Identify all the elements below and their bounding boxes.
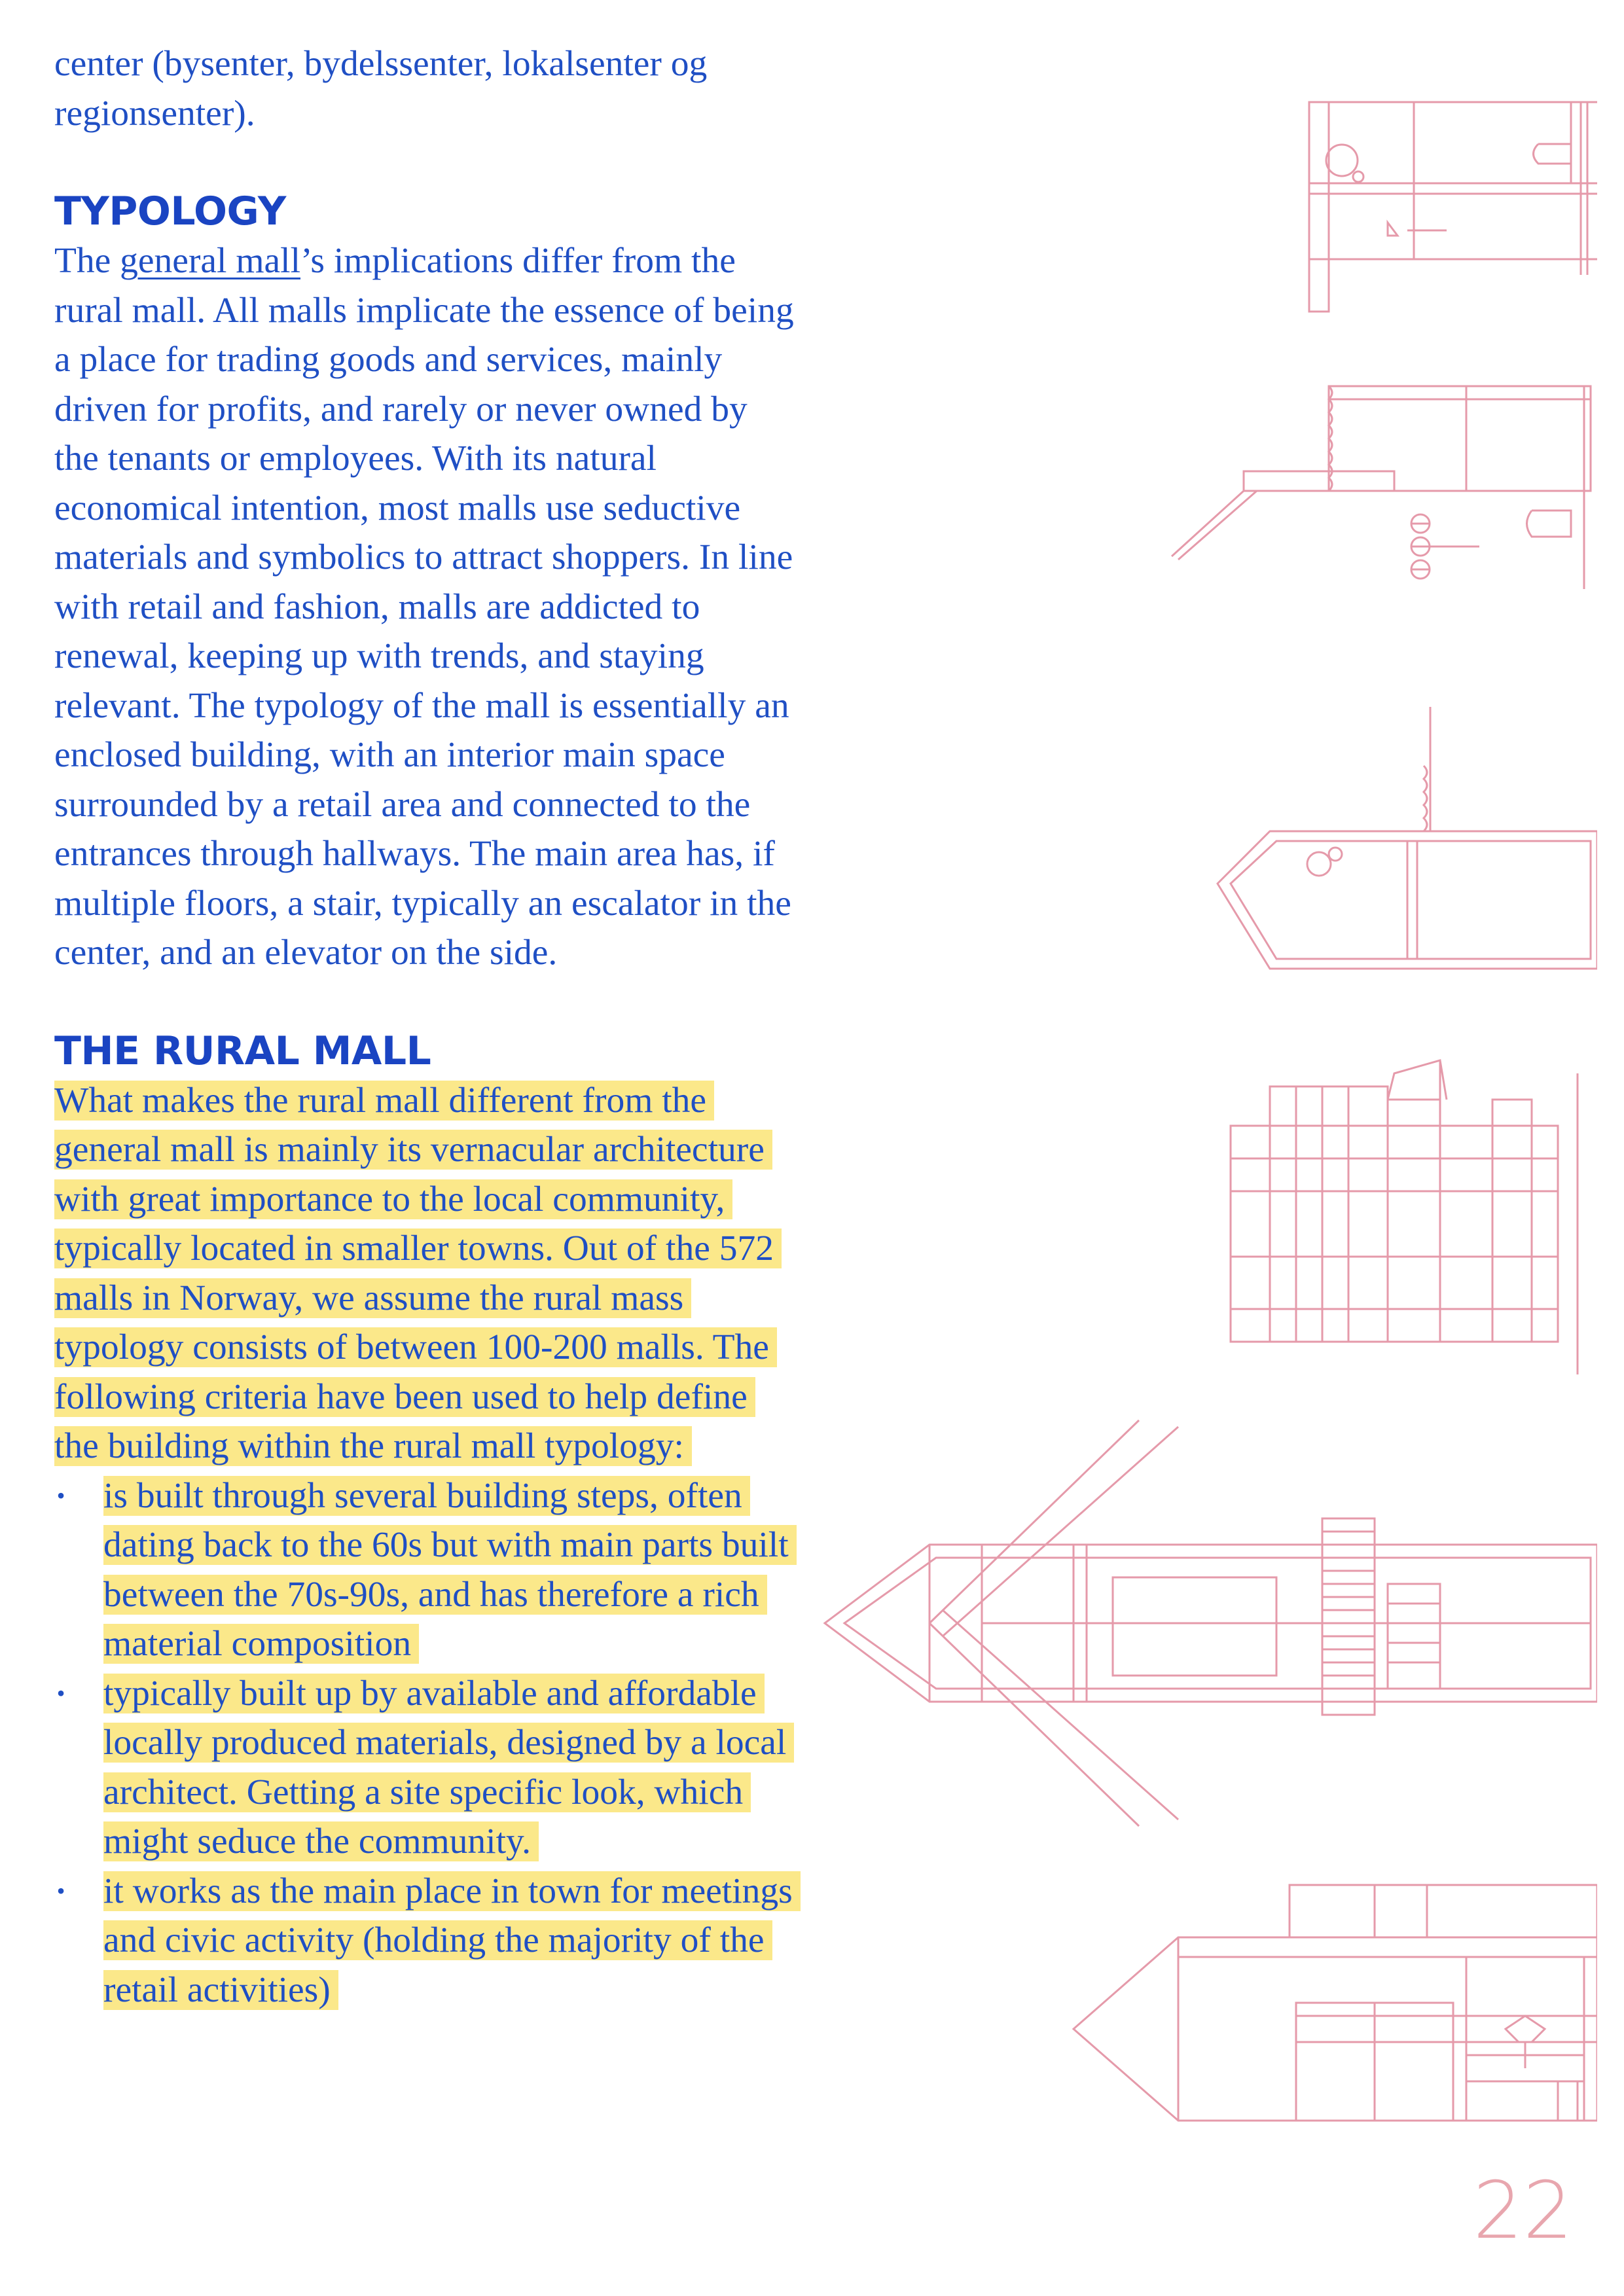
page-number: 22	[1473, 2166, 1573, 2257]
rural-mall-heading: THE RURAL MALL	[54, 1028, 431, 1074]
bullet-icon: •	[56, 1482, 65, 1509]
list-item	[54, 1471, 801, 1669]
typology-body: ’s implications differ from the rural mall. All malls implicate the essence of being a place for trading goods and services, mainly driven for profits, and rarely or never owned by the tenants or employees. With its natural economical intention, most malls use seductive materials and symbolics to attract shoppers. In line with retail and fashion, malls are addicted to renewal, keeping up with trends, and staying relevant. The typology of the mall is essentially an enclosed building, with an interior main space surrounded by a retail area and connected to the entrances through hallways. The main area has, if multiple floors, a stair, typically an escalator in the center, and an elevator on the side.	[54, 241, 794, 973]
bullet-icon: •	[56, 1877, 65, 1904]
bullet-icon: •	[56, 1679, 65, 1706]
architectural-plan-drawings	[812, 79, 1597, 2134]
intro-paragraph: center (bysenter, bydelssenter, lokalsenter og regionsenter).	[54, 44, 708, 134]
floor-plan-2	[1172, 386, 1591, 589]
general-mall-link[interactable]: general mall	[120, 241, 300, 281]
rural-mall-body: What makes the rural mall different from the general mall is mainly its vernacular architecture with great importance to the local community, typically located in smaller towns. Out of the 572 malls in Norway, we assume the rural mass typology consists of between 100-200 malls. The following criteria have been used to help define the building within the rural mall typology:	[54, 1081, 782, 1467]
list-item-text: typically built up by available and affordable locally produced materials, designed by a local architect. Getting a site specific look, which might seduce the community.	[103, 1674, 794, 1862]
rural-mall-paragraph	[54, 1076, 801, 1471]
list-item	[54, 1867, 801, 2015]
criteria-list	[54, 1471, 801, 2015]
floor-plan-5	[825, 1420, 1597, 1826]
list-item-text: it works as the main place in town for meetings and civic activity (holding the majority of the retail activities)	[103, 1871, 801, 2010]
list-item-text: is built through several building steps, often dating back to the 60s but with main parts built between the 70s-90s, and has therefore a rich material composition	[103, 1476, 797, 1664]
floor-plan-3	[1218, 707, 1597, 969]
text-column	[54, 39, 801, 2015]
floor-plan-1	[1309, 102, 1597, 312]
list-item	[54, 1669, 801, 1867]
floor-plan-6	[1074, 1885, 1597, 2121]
floor-plan-4	[1231, 1060, 1578, 1374]
typology-lead: The	[54, 241, 120, 281]
typology-paragraph	[54, 236, 801, 978]
typology-heading: TYPOLOGY	[54, 188, 286, 234]
